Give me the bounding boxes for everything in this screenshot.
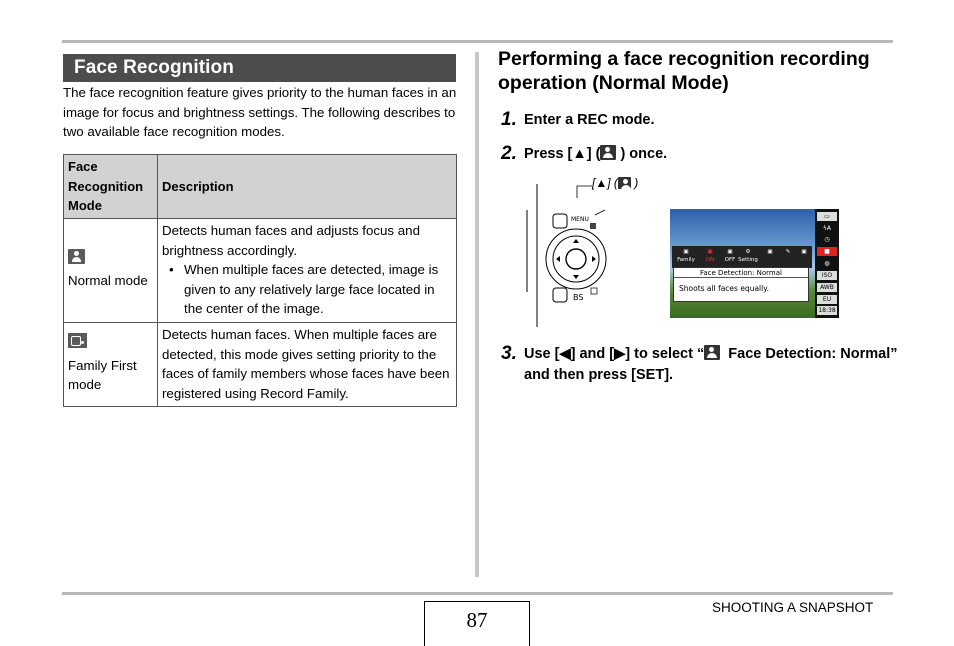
bullet-text: When multiple faces are detected, image is given to any relatively large face located in the center of the image. bbox=[184, 262, 439, 317]
iso-label: ISO bbox=[817, 271, 837, 280]
description-text: Detects human faces and adjusts focus and brightness accordingly. bbox=[162, 223, 420, 258]
screen-menubar bbox=[672, 246, 812, 268]
face-detection-icon: ■ bbox=[817, 247, 837, 256]
clock-label: 18:38 bbox=[818, 307, 836, 314]
callout-text-end: ) bbox=[634, 176, 639, 190]
menu-item-setting: ⚙ Setting bbox=[738, 249, 758, 263]
mode-name: Family First mode bbox=[68, 357, 137, 393]
mode-name: Normal mode bbox=[68, 273, 148, 289]
step-text-part: Use [◀] and [▶] to select “ bbox=[524, 346, 705, 362]
mode-cell bbox=[64, 322, 158, 406]
description-text: Detects human faces. When multiple faces are detected, this mode gives setting priority to the faces of family members whose faces have been registered using Record Family. bbox=[162, 326, 450, 401]
top-rule bbox=[62, 40, 893, 43]
step-number: 3. bbox=[501, 343, 517, 364]
menu-item-label: Setting bbox=[738, 257, 758, 263]
ev-label: EU bbox=[817, 295, 837, 304]
info-title: Face Detection: Normal bbox=[674, 268, 808, 278]
face-detection-icon bbox=[704, 345, 720, 360]
screen-sidebar bbox=[815, 209, 839, 318]
sidebar-icon: ▭ bbox=[817, 212, 837, 221]
menu-item-label: Family bbox=[677, 257, 695, 263]
menu-item-label: ON bbox=[705, 257, 715, 263]
description-cell bbox=[158, 219, 457, 323]
camera-back-illustration bbox=[515, 170, 660, 330]
bs-label: BS bbox=[573, 293, 584, 302]
bullet-item bbox=[162, 260, 452, 319]
modes-table bbox=[63, 154, 457, 407]
menu-item-extra: ▣ bbox=[767, 249, 773, 255]
step-text-part: Press [▲] ( bbox=[524, 146, 601, 162]
menu-item-on: ▣ ON bbox=[705, 249, 715, 263]
intro-paragraph: The face recognition feature gives priority to the human faces in an image for focus and brightness settings. The following describes to two available face recognition modes. bbox=[63, 85, 457, 140]
step-number: 2. bbox=[501, 143, 517, 164]
menu-item-extra: ▣ bbox=[801, 249, 807, 255]
bullet-dot: • bbox=[169, 262, 174, 278]
timer-icon: ◷ bbox=[824, 236, 830, 243]
face-detection-icon bbox=[600, 145, 616, 160]
step-text: Enter a REC mode. bbox=[524, 112, 655, 128]
table-header-row bbox=[64, 155, 457, 219]
menu-item-extra: ✎ bbox=[785, 249, 791, 255]
page-number-box bbox=[424, 601, 530, 646]
menu-item-label: OFF bbox=[724, 257, 736, 263]
table-row bbox=[64, 219, 457, 323]
step-text-part: Face Detection: Normal” and then press [SET]. bbox=[524, 346, 898, 383]
face-detection-icon bbox=[68, 249, 85, 264]
procedure-title: Performing a face recognition recording operation (Normal Mode) bbox=[498, 48, 870, 94]
menu-label: MENU bbox=[571, 216, 589, 223]
camera-screen-image bbox=[670, 209, 839, 318]
awb-label: AWB bbox=[817, 283, 837, 292]
description-cell bbox=[158, 322, 457, 406]
step-number: 1. bbox=[501, 109, 517, 130]
flash-icon: ϟA bbox=[822, 225, 832, 232]
callout-text: [▲] ( bbox=[592, 176, 618, 190]
page-number: 87 bbox=[466, 608, 488, 632]
column-divider bbox=[475, 52, 479, 577]
header-mode: Face Recognition Mode bbox=[64, 155, 158, 219]
section-heading-bar bbox=[63, 54, 456, 82]
menu-item-off: ▣ OFF bbox=[724, 249, 736, 263]
step-text-part: ) once. bbox=[620, 146, 668, 162]
screen-info-box bbox=[673, 267, 809, 302]
family-first-icon bbox=[68, 333, 87, 348]
step-text bbox=[524, 344, 904, 386]
footer-section-label: SHOOTING A SNAPSHOT bbox=[712, 600, 874, 615]
header-description: Description bbox=[158, 155, 457, 219]
info-body: Shoots all faces equally. bbox=[679, 284, 769, 293]
table-row bbox=[64, 322, 457, 406]
mode-cell bbox=[64, 219, 158, 323]
step-text bbox=[524, 144, 667, 165]
section-title: Face Recognition bbox=[74, 57, 234, 78]
bottom-rule bbox=[62, 592, 893, 595]
menu-item-family: ▣ Family bbox=[677, 249, 695, 263]
scene-icon: ◍ bbox=[824, 260, 830, 267]
